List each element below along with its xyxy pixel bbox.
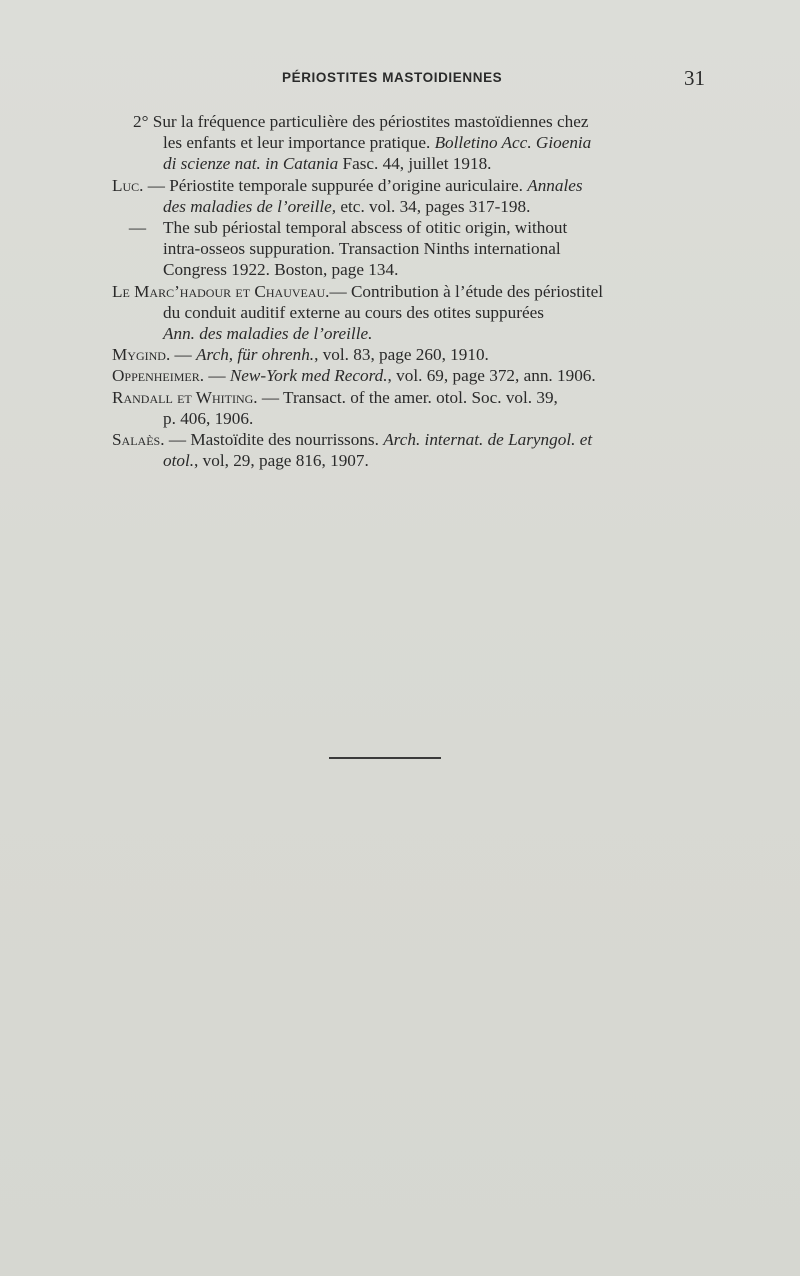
reference-title: Bolletino Acc. Gioenia [434,133,592,153]
reference-line [112,153,712,174]
reference-text: — Mastoïdite des nourrissons. [164,430,384,450]
bibliography-list [112,111,712,471]
reference-author: Randall et Whiting. [112,387,258,407]
reference-entry [112,387,712,429]
reference-text: etc. vol. 34, pages 317-198. [336,196,531,216]
reference-text: , vol. 69, page 372, ann. 1906. [387,366,596,386]
reference-line [112,175,712,196]
section-divider [329,757,441,759]
reference-text: 2° Sur la fréquence particulière des périostites mastoïdiennes chez [133,112,589,131]
reference-entry [112,365,712,386]
reference-title: Ann. des maladies de l’oreille. [163,324,373,344]
reference-author: Salaès. [112,430,165,450]
reference-line [112,323,712,344]
reference-title: Arch. internat. de Laryngol. et [383,430,593,450]
reference-title: New-York med Record. [229,366,388,386]
reference-text: — Périostite temporale suppurée d’origine auriculaire. [143,175,528,195]
page-number: 31 [684,66,705,90]
reference-line [112,217,712,238]
reference-text: Fasc. 44, juillet 1918. [338,154,492,174]
reference-text: — [204,366,230,386]
reference-entry [112,111,712,175]
reference-title: des maladies de l’oreille, [163,196,337,216]
reference-text: du conduit auditif externe au cours des otites suppurées [163,302,544,322]
reference-text: Congress 1922. Boston, page 134. [163,260,399,280]
reference-line [112,238,712,259]
running-title: PÉRIOSTITES MASTOIDIENNES [282,70,503,85]
reference-author: Luc. [112,175,144,195]
reference-line [112,111,712,132]
reference-line [112,302,712,323]
reference-entry [112,429,712,471]
reference-text: les enfants et leur importance pratique. [163,133,435,153]
reference-text: — Contribution à l’étude des périostitel [329,281,603,301]
page-header [0,66,800,90]
reference-line [112,408,712,429]
reference-line [112,344,712,365]
reference-title: di scienze nat. in Catania [163,154,339,174]
reference-entry [112,217,712,281]
reference-author: Mygind. [112,345,171,365]
reference-entry [112,281,712,345]
ditto-dash: — [128,218,147,238]
reference-line [112,196,712,217]
reference-title: Annales [527,175,583,195]
reference-text: — Transact. of the amer. otol. Soc. vol. 39, [257,387,558,407]
reference-text: p. 406, 1906. [163,408,254,428]
reference-line [112,259,712,280]
reference-text: , vol, 29, page 816, 1907. [194,451,369,471]
reference-text: — [170,345,197,365]
reference-title: Arch, für ohrenh. [196,345,315,365]
reference-text: The sub périostal temporal abscess of otitic origin, without [163,218,568,238]
reference-text: intra-osseos suppuration. Transaction Ninths international [163,239,561,259]
reference-line [112,365,712,386]
reference-entry [112,344,712,365]
reference-author: Le Marc’hadour et Chauveau. [112,281,330,301]
reference-line [112,281,712,302]
reference-title: otol. [163,451,195,471]
reference-line [112,132,712,153]
reference-line [112,387,712,408]
reference-line [112,429,712,450]
reference-entry [112,175,712,217]
reference-line [112,450,712,471]
reference-author: Oppenheimer. [112,366,205,386]
reference-text: , vol. 83, page 260, 1910. [314,345,489,365]
